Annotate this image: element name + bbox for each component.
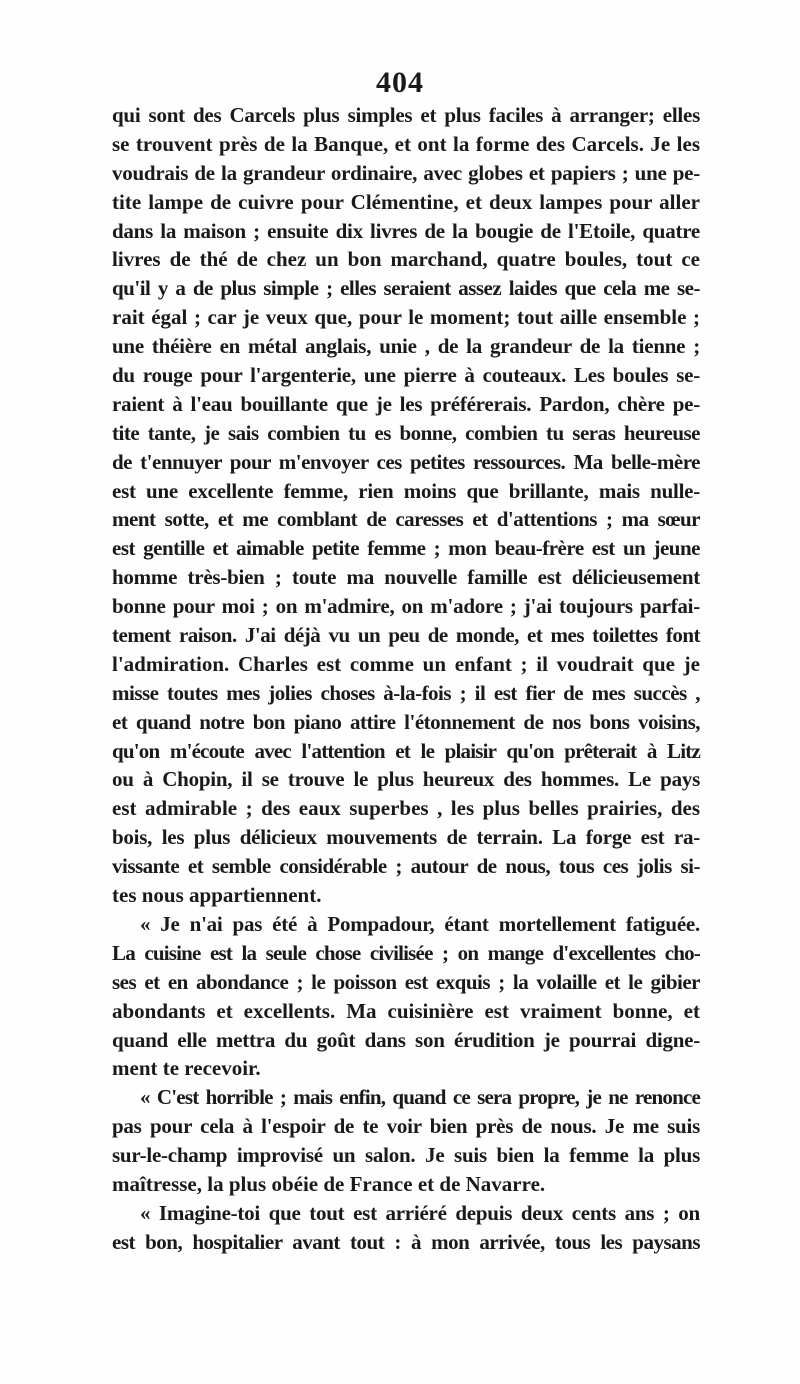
text-line: pas pour cela à l'espoir de te voir bien près de nous. Je me suis [112, 1114, 700, 1139]
text-line: bonne pour moi ; on m'admire, on m'adore ; j'ai toujours parfai- [112, 594, 700, 619]
text-line: bois, les plus délicieux mouvements de terrain. La forge est ra- [112, 825, 700, 850]
text-line: quand elle mettra du goût dans son érudition je pourrai digne- [112, 1027, 700, 1052]
text-line: sur-le-champ improvisé un salon. Je suis bien la femme la plus [112, 1143, 700, 1168]
text-line: l'admiration. Charles est comme un enfant ; il voudrait que je [112, 651, 700, 676]
text-line: « C'est horrible ; mais enfin, quand ce sera propre, je ne renonce [140, 1085, 700, 1110]
text-line: ses et en abondance ; le poisson est exquis ; la volaille et le gibier [112, 969, 700, 994]
text-line: tite tante, je sais combien tu es bonne, combien tu seras heureuse [112, 420, 700, 445]
text-line: tes nous appartiennent. [112, 883, 322, 908]
text-line: misse toutes mes jolies choses à-la-fois ; il est fier de mes succès , [112, 680, 700, 705]
text-line: « Imagine-toi que tout est arriéré depuis deux cents ans ; on [140, 1200, 700, 1225]
text-line: livres de thé de chez un bon marchand, quatre boules, tout ce [112, 247, 700, 272]
text-line: est une excellente femme, rien moins que brillante, mais nulle- [112, 478, 700, 503]
text-line: se trouvent près de la Banque, et ont la forme des Carcels. Je les [112, 131, 700, 156]
text-line: ou à Chopin, il se trouve le plus heureux des hommes. Le pays [112, 767, 700, 792]
text-line: « Je n'ai pas été à Pompadour, étant mortellement fatiguée. [140, 911, 700, 936]
body-text [112, 101, 700, 1257]
text-line: maîtresse, la plus obéie de France et de Navarre. [112, 1171, 546, 1196]
text-line: homme très-bien ; toute ma nouvelle famille est délicieusement [112, 565, 700, 590]
text-line: et quand notre bon piano attire l'étonnement de nos bons voisins, [112, 709, 700, 734]
text-line: La cuisine est la seule chose civilisée ; on mange d'excellentes cho- [112, 940, 700, 965]
text-line: ment te recevoir. [112, 1056, 261, 1081]
text-line: ment sotte, et me comblant de caresses et d'attentions ; ma sœur [112, 507, 700, 532]
text-line: vissante et semble considérable ; autour de nous, tous ces jolis si- [112, 854, 700, 879]
page-number: 404 [376, 66, 424, 99]
text-line: du rouge pour l'argenterie, une pierre à couteaux. Les boules se- [112, 363, 700, 388]
text-line: raient à l'eau bouillante que je les préférerais. Pardon, chère pe- [112, 391, 700, 416]
text-line: est admirable ; des eaux superbes , les plus belles prairies, des [112, 796, 700, 821]
text-line: est bon, hospitalier avant tout : à mon arrivée, tous les paysans [112, 1229, 700, 1254]
text-line: qui sont des Carcels plus simples et plus faciles à arranger; elles [112, 103, 700, 127]
text-line: dans la maison ; ensuite dix livres de la bougie de l'Etoile, quatre [112, 218, 700, 243]
text-line: tite lampe de cuivre pour Clémentine, et deux lampes pour aller [112, 189, 700, 214]
text-line: est gentille et aimable petite femme ; mon beau-frère est un jeune [112, 536, 700, 561]
text-line: une théière en métal anglais, unie , de la grandeur de la tienne ; [112, 334, 700, 359]
text-line: qu'on m'écoute avec l'attention et le plaisir qu'on prêterait à Litz [112, 738, 700, 763]
text-line: qu'il y a de plus simple ; elles seraient assez laides que cela me se- [112, 276, 700, 301]
text-line: abondants et excellents. Ma cuisinière est vraiment bonne, et [112, 998, 700, 1023]
text-line: tement raison. J'ai déjà vu un peu de monde, et mes toilettes font [112, 623, 700, 648]
text-line: de t'ennuyer pour m'envoyer ces petites ressources. Ma belle-mère [112, 449, 700, 474]
text-line: rait égal ; car je veux que, pour le moment; tout aille ensemble ; [112, 305, 700, 330]
text-line: voudrais de la grandeur ordinaire, avec globes et papiers ; une pe- [112, 160, 700, 185]
